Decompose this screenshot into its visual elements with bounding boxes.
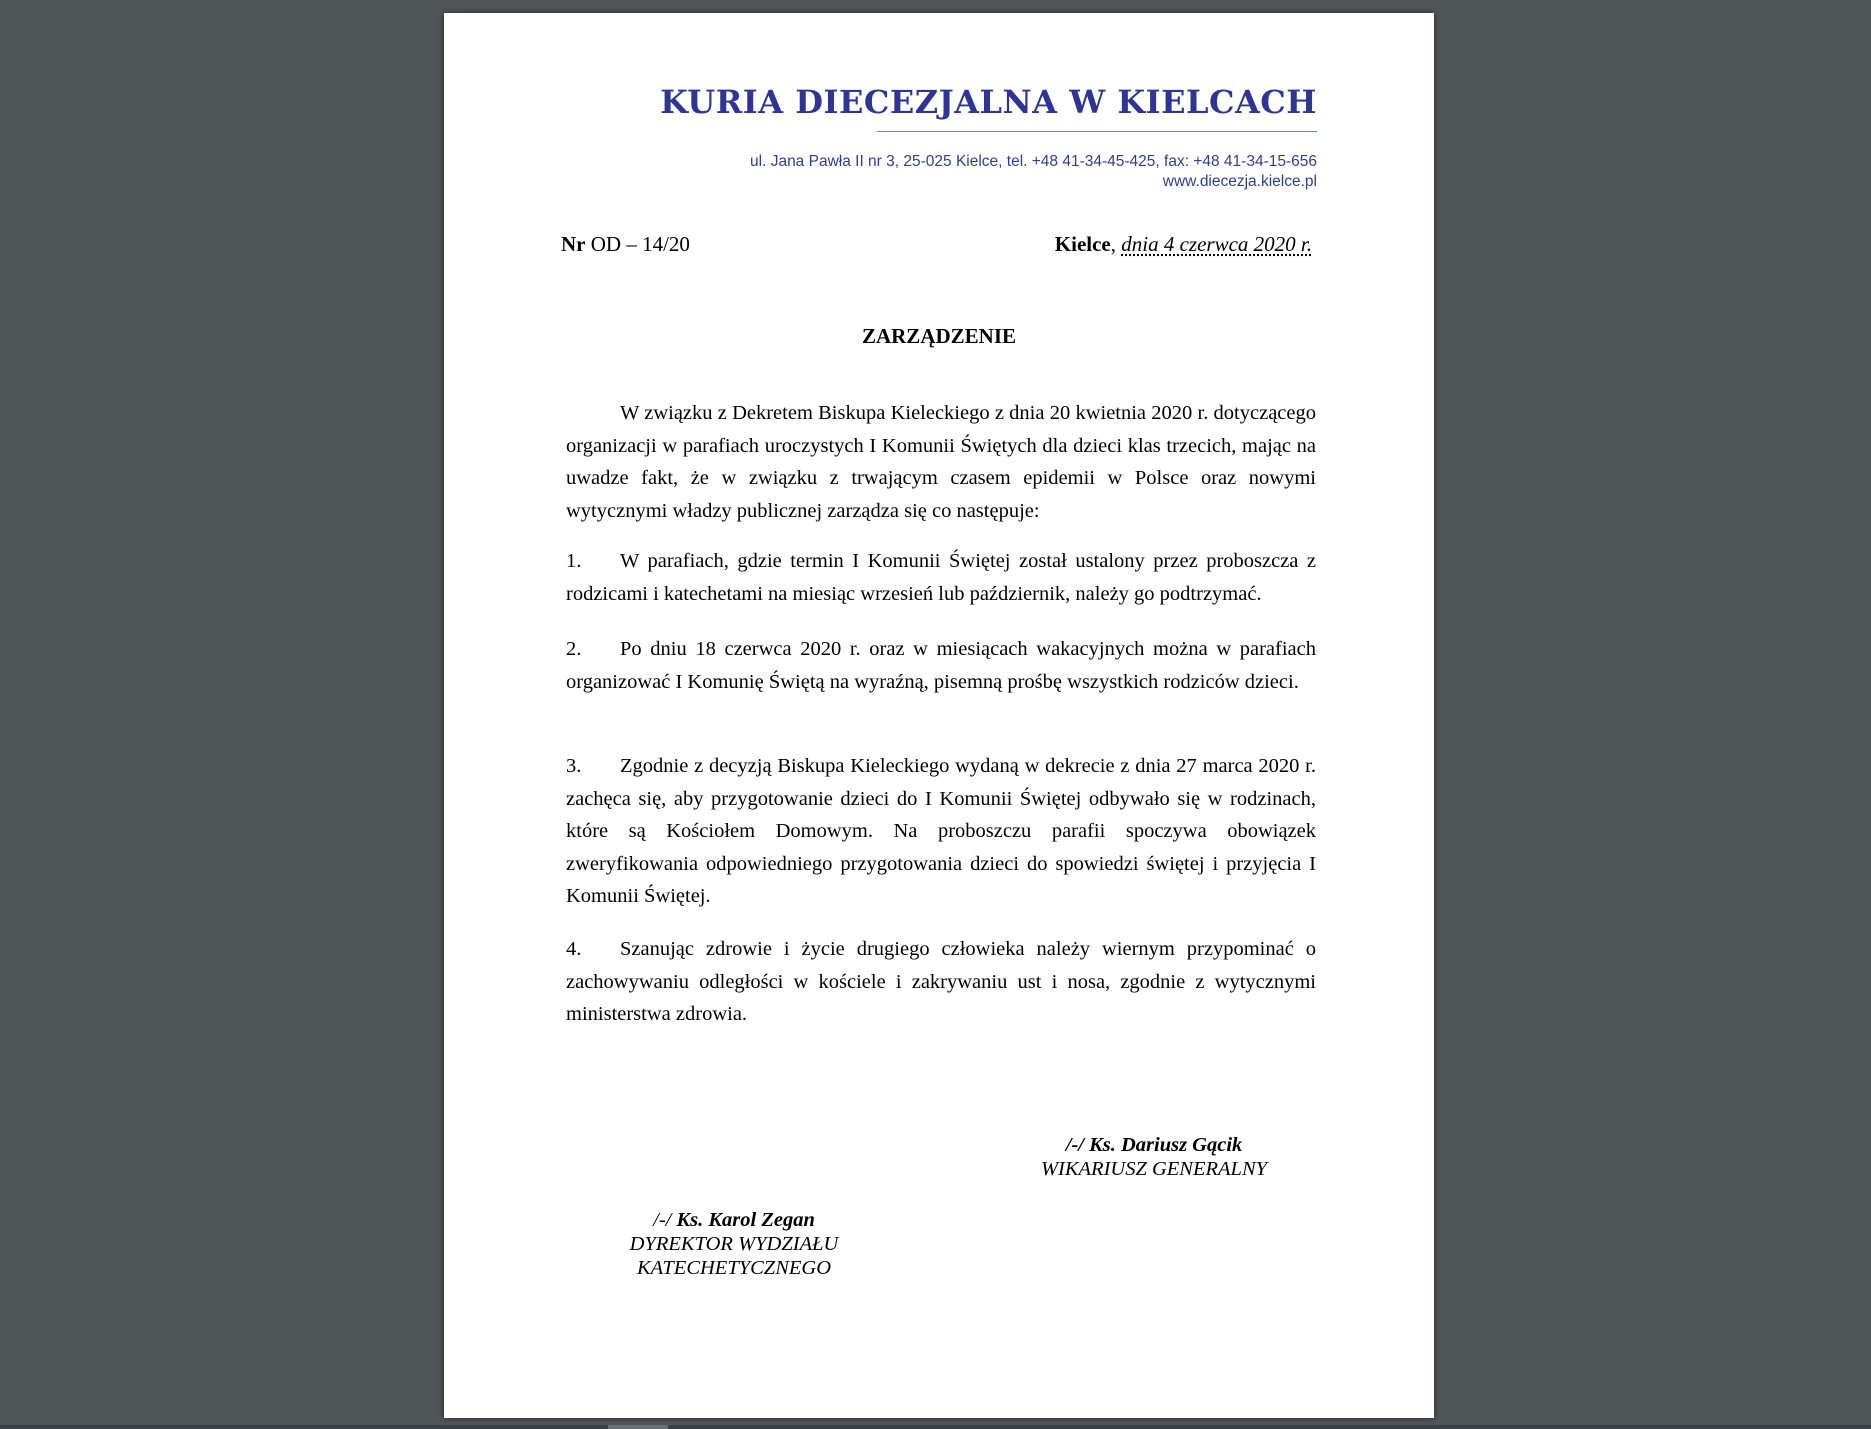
- signature-name-line: [584, 1208, 884, 1232]
- list-item-text: W parafiach, gdzie termin I Komunii Świętej został ustalony przez proboszcza z rodzicami i katechetami na miesiąc wrzesień lub październik, należy go podtrzymać.: [566, 550, 1316, 605]
- list-item-number: 1.: [566, 550, 582, 572]
- signature-name-line: [1004, 1133, 1304, 1157]
- signature-title: WIKARIUSZ GENERALNY: [1040, 1158, 1268, 1180]
- list-item: [566, 633, 1316, 698]
- list-item-number: 2.: [566, 638, 582, 660]
- reference-value: OD – 14/20: [590, 232, 690, 256]
- list-item-number: 3.: [566, 755, 582, 777]
- document-page: [444, 13, 1434, 1418]
- letterhead-address: ul. Jana Pawła II nr 3, 25-025 Kielce, tel. +48 41-34-45-425, fax: +48 41-34-15-656: [750, 153, 1317, 170]
- horizontal-scrollbar[interactable]: [0, 1425, 1871, 1429]
- list-item: [566, 545, 1316, 610]
- signature-prefix: /-/: [653, 1209, 672, 1231]
- signature-title: KATECHETYCZNEGO: [636, 1257, 832, 1279]
- list-item: [566, 933, 1316, 1031]
- signature-prefix: /-/: [1065, 1134, 1084, 1156]
- list-item-text: Po dniu 18 czerwca 2020 r. oraz w miesiącach wakacyjnych można w parafiach organizować I Komunię Świętą na wyraźną, pisemną prośbę wszystkich rodziców dzieci.: [566, 638, 1316, 693]
- signature-name: Ks. Karol Zegan: [676, 1209, 815, 1231]
- document-date: Kielce, dnia 4 czerwca 2020 r.: [1054, 232, 1312, 256]
- signature-title: DYREKTOR WYDZIAŁU: [629, 1233, 839, 1255]
- letterhead-title: KURIA DIECEZJALNA W KIELCACH: [660, 83, 1317, 121]
- list-item-text: Szanując zdrowie i życie drugiego człowieka należy wiernym przypominać o zachowywaniu odległości w kościele i zakrywaniu ust i nosa, zgodnie z wytycznymi ministerstwa zdrowia.: [566, 938, 1316, 1026]
- list-item-text: Zgodnie z decyzją Biskupa Kieleckiego wydaną w dekrecie z dnia 27 marca 2020 r. zachęca się, aby przygotowanie dzieci do I Komunii Świętej odbywało się w rodzinach, które są Kościołem Domowym. Na proboszczu parafii spoczywa obowiązek zweryfikowania odpowiedniego przygotowania dzieci do spowiedzi świętej i przyjęcia I Komunii Świętej.: [566, 755, 1316, 908]
- document-title: ZARZĄDZENIE: [861, 324, 1017, 348]
- signature-name: Ks. Dariusz Gącik: [1089, 1134, 1243, 1156]
- reference-label: Nr: [561, 232, 586, 256]
- signature-department-director: [584, 1208, 884, 1280]
- letterhead-divider: [877, 131, 1317, 132]
- signature-vicar-general: [1004, 1133, 1304, 1181]
- intro-paragraph: W związku z Dekretem Biskupa Kieleckiego z dnia 20 kwietnia 2020 r. dotyczącego organizacji w parafiach uroczystych I Komunii Świętych dla dzieci klas trzecich, mając na uwadze fakt, że w związku z trwającym czasem epidemii w Polsce oraz nowymi wytycznymi władzy publicznej zarządza się co następuje:: [566, 402, 1316, 522]
- list-item-number: 4.: [566, 938, 582, 960]
- list-item: [566, 750, 1316, 913]
- scrollbar-thumb[interactable]: [608, 1425, 668, 1429]
- date-text: dnia 4 czerwca 2020 r.: [1121, 232, 1312, 256]
- letterhead-website: www.diecezja.kielce.pl: [1162, 173, 1317, 190]
- date-city: Kielce: [1054, 232, 1111, 256]
